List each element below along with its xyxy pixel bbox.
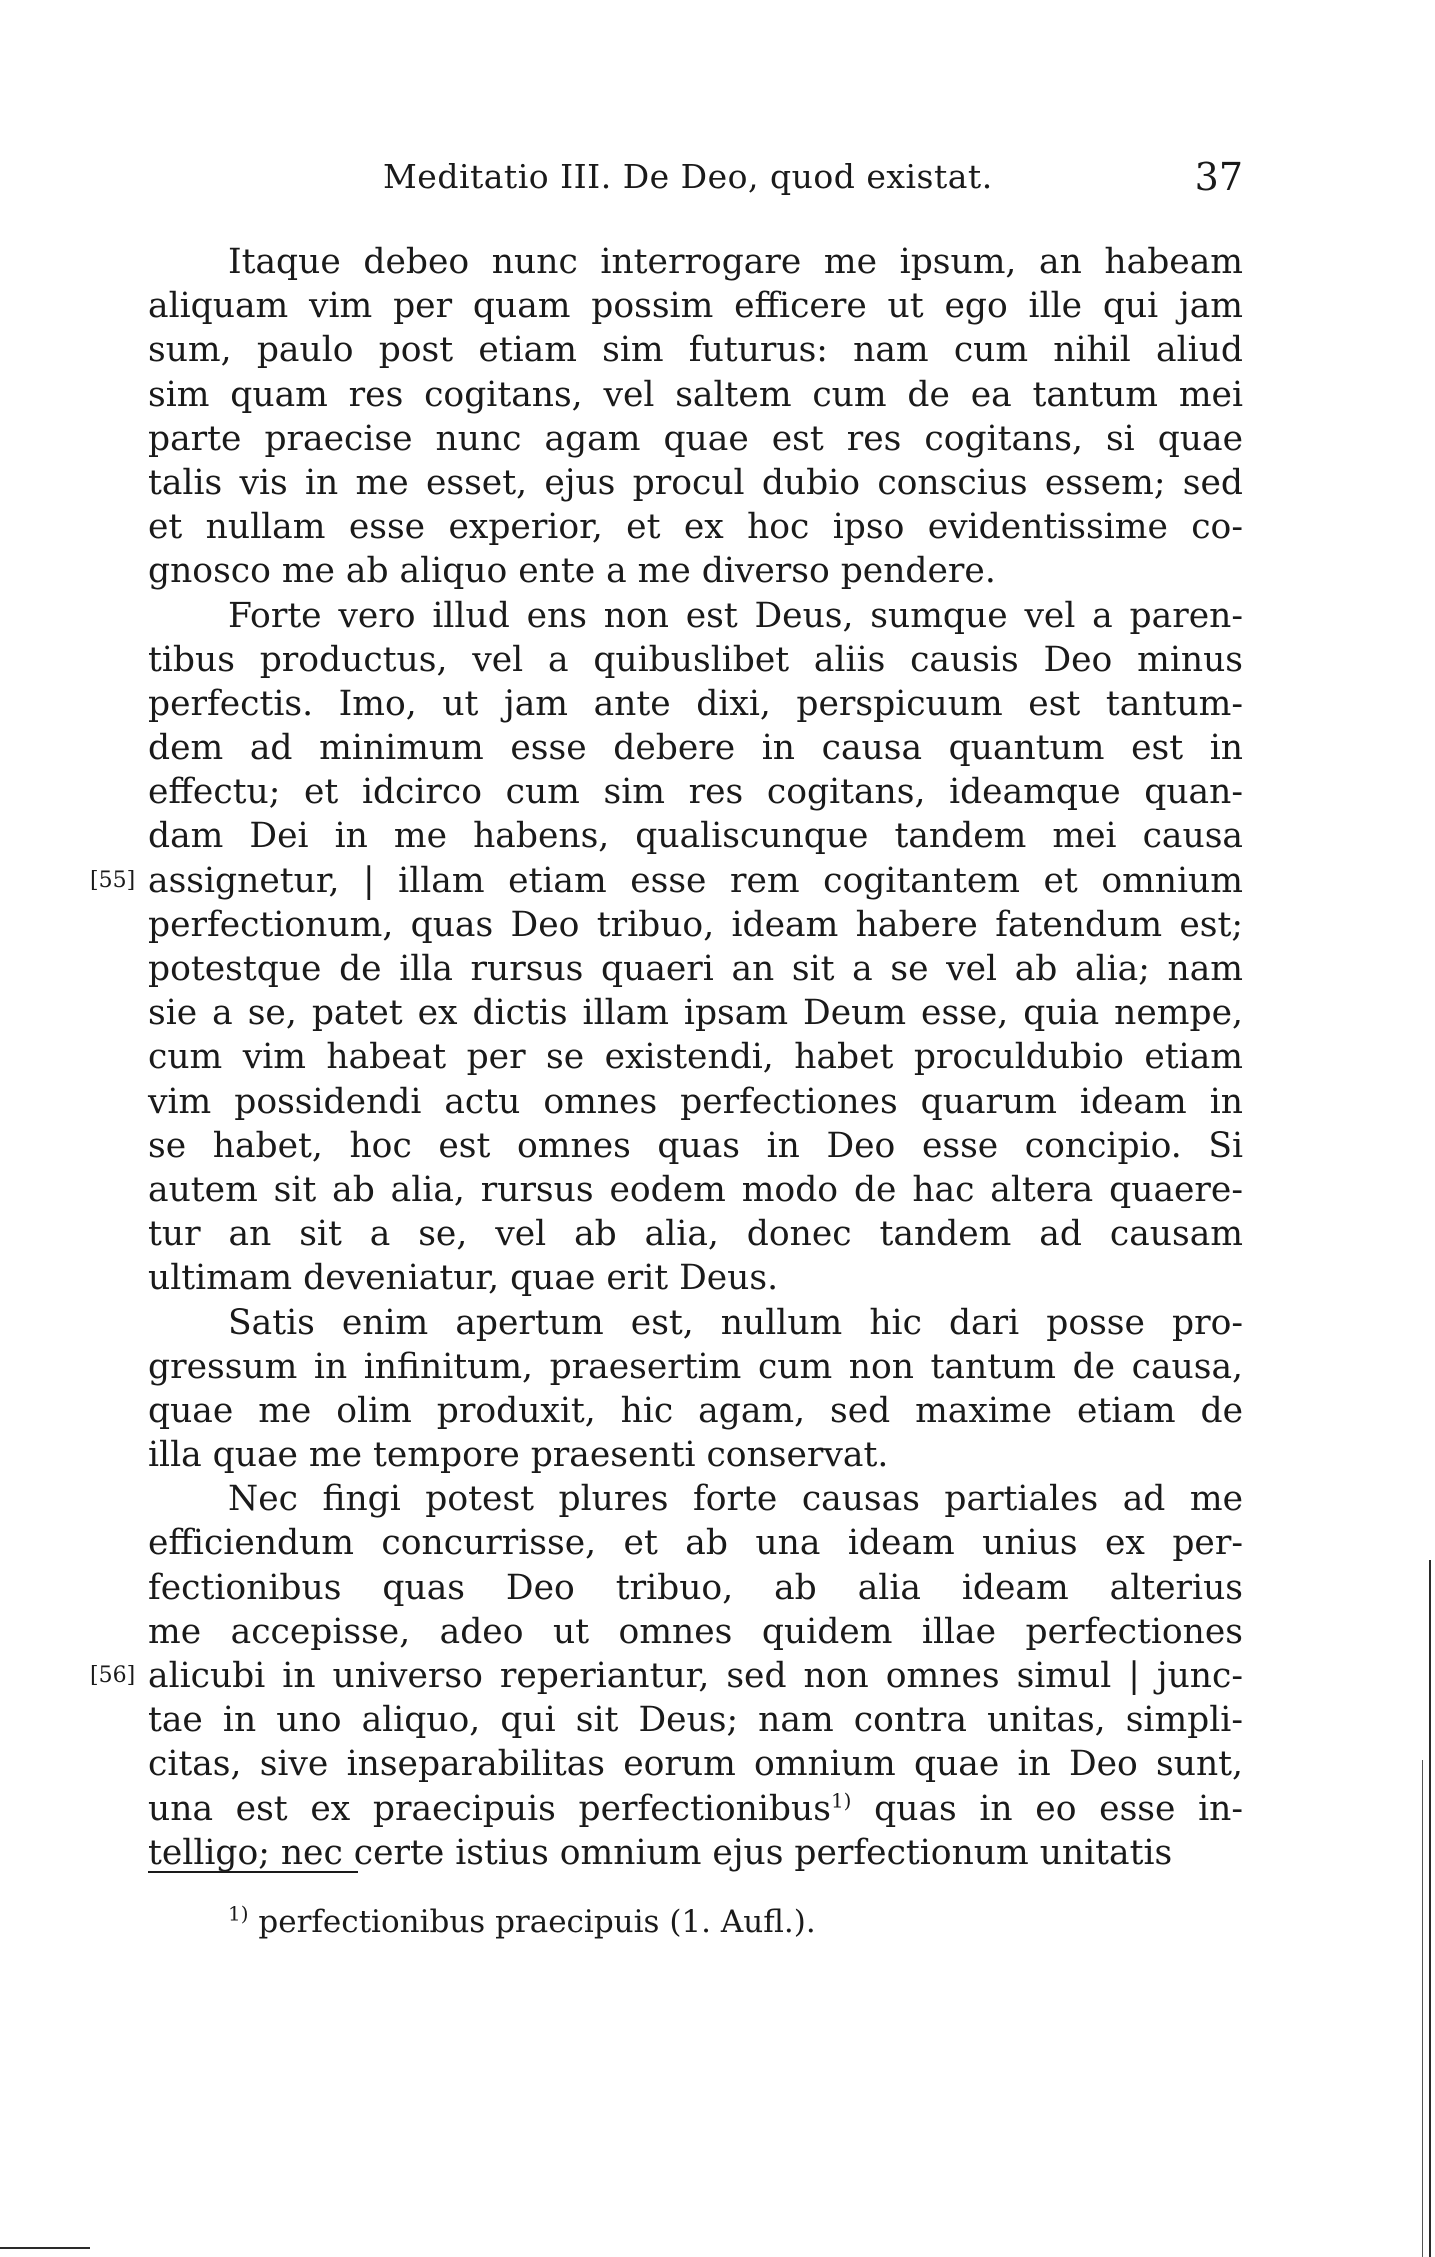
- text-line: parte praecise nunc agam quae est res cogitans, si quae: [148, 418, 1243, 459]
- text-line: sie a se, patet ex dictis illam ipsam Deum esse, quia nempe,: [148, 993, 1243, 1034]
- text-line: illa quae me tempore praesenti conservat.: [148, 1435, 889, 1476]
- text-line: perfectionum, quas Deo tribuo, ideam habere fatendum est;: [148, 904, 1243, 945]
- text-line: cum vim habeat per se existendi, habet proculdubio etiam: [148, 1037, 1243, 1078]
- text-line: dem ad minimum esse debere in causa quantum est in: [148, 728, 1243, 769]
- text-line: et nullam esse experior, et ex hoc ipso evidentissime co-: [148, 507, 1243, 548]
- text-line: fectionibus quas Deo tribuo, ab alia ideam alterius: [148, 1567, 1243, 1608]
- paragraph: [148, 240, 1243, 594]
- text-line: assignetur, | illam etiam esse rem cogitantem et omnium [55]: [148, 859, 1243, 903]
- text-line: efficiendum concurrisse, et ab una ideam unius ex per-: [148, 1523, 1243, 1564]
- text-line: effectu; et idcirco cum sim res cogitans, ideamque quan-: [148, 772, 1243, 813]
- footnote-text: perfectionibus praecipuis (1. Aufl.).: [248, 1904, 816, 1940]
- text-fragment: una est ex praecipuis perfectionibus: [148, 1788, 831, 1829]
- footnote-reference: 1): [830, 1788, 852, 1813]
- text-line: tibus productus, vel a quibuslibet aliis causis Deo minus: [148, 639, 1243, 680]
- footnote-marker: 1): [228, 1901, 249, 1926]
- text-line: se habet, hoc est omnes quas in Deo esse concipio. Si: [148, 1125, 1243, 1166]
- text-line: talis vis in me esset, ejus procul dubio conscius essem; sed: [148, 462, 1243, 503]
- text-line: Forte vero illud ens non est Deus, sumque vel a paren-: [228, 595, 1243, 636]
- margin-page-reference: [56]: [90, 1663, 136, 1688]
- text-line: [148, 1787, 1243, 1831]
- text-line: me accepisse, adeo ut omnes quidem illae perfectiones: [148, 1611, 1243, 1652]
- scan-corner-mark: [0, 2247, 90, 2249]
- text-line: gnosco me ab aliquo ente a me diverso pendere.: [148, 551, 996, 592]
- footnote: [228, 1900, 816, 1944]
- page-number: 37: [1194, 155, 1243, 199]
- text-line: citas, sive inseparabilitas eorum omnium quae in Deo sunt,: [148, 1744, 1243, 1785]
- text-line: sim quam res cogitans, vel saltem cum de ea tantum mei: [148, 374, 1243, 415]
- text-line: gressum in infinitum, praesertim cum non tantum de causa,: [148, 1346, 1243, 1387]
- footnote-rule: [148, 1871, 358, 1873]
- scan-edge-line-inner: [1422, 1760, 1423, 2257]
- text-line: quae me olim produxit, hic agam, sed maxime etiam de: [148, 1390, 1243, 1431]
- text-line: tae in uno aliquo, qui sit Deus; nam contra unitas, simpli-: [148, 1700, 1243, 1741]
- running-head: [148, 152, 1243, 202]
- text-line: telligo; nec certe istius omnium ejus perfectionum unitatis: [148, 1832, 1173, 1873]
- margin-page-reference: [55]: [90, 867, 136, 893]
- text-line: tur an sit a se, vel ab alia, donec tandem ad causam: [148, 1214, 1243, 1255]
- text-fragment: quas in eo esse in-: [851, 1788, 1243, 1829]
- text-line: alicubi in universo reperiantur, sed non omnes simul | junc- [56]: [148, 1654, 1243, 1698]
- paragraph: [90, 594, 1243, 1301]
- body-text: [90, 240, 1243, 1875]
- text-line: Itaque debeo nunc interrogare me ipsum, an habeam: [228, 242, 1243, 282]
- paragraph: [148, 1301, 1243, 1478]
- text-line: Nec fingi potest plures forte causas partiales ad me: [228, 1479, 1243, 1520]
- text-line: autem sit ab alia, rursus eodem modo de hac altera quaere-: [148, 1169, 1243, 1210]
- scan-edge-line: [1429, 1560, 1431, 2257]
- text-line: Satis enim apertum est, nullum hic dari posse pro-: [228, 1302, 1243, 1343]
- text-line: aliquam vim per quam possim efficere ut ego ille qui jam: [148, 286, 1243, 327]
- text-line: sum, paulo post etiam sim futurus: nam cum nihil aliud: [148, 330, 1243, 371]
- text-line: potestque de illa rursus quaeri an sit a se vel ab alia; nam: [148, 949, 1243, 989]
- running-title: Meditatio III. De Deo, quod existat.: [383, 157, 993, 196]
- text-line: ultimam deveniatur, quae erit Deus.: [148, 1258, 779, 1299]
- paragraph: [90, 1477, 1243, 1875]
- text-line: dam Dei in me habens, qualiscunque tandem mei causa: [148, 816, 1243, 857]
- text-line: vim possidendi actu omnes perfectiones quarum ideam in: [148, 1081, 1243, 1122]
- text-line: perfectis. Imo, ut jam ante dixi, perspicuum est tantum-: [148, 683, 1243, 724]
